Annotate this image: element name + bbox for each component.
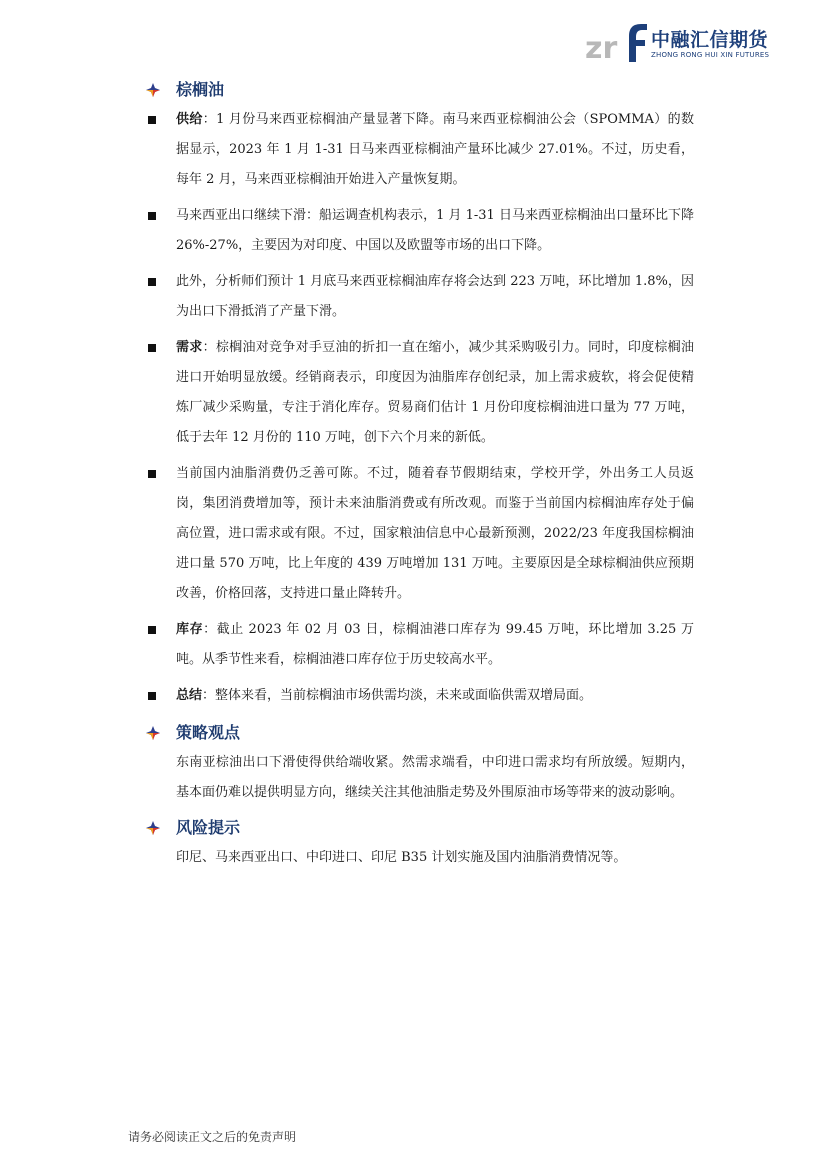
zrf-logo-icon bbox=[585, 20, 649, 64]
bullet-domestic-consumption bbox=[146, 459, 694, 609]
section-risk bbox=[146, 812, 694, 843]
text-demand: ：棕榈油对竞争对手豆油的折扣一直在缩小，减少其采购吸引力。同时，印度棕榈油进口开始明显放缓。经销商表示，印度因为油脂库存创纪录，加上需求疲软，将会促使精炼厂减少采购量，专注于消化库存。贸易商们估计 1 月份印度棕榈油进口量为 77 万吨，低于去年 12 月份的 110 万吨，创下六个月来的新低。 bbox=[176, 340, 694, 445]
company-logo bbox=[585, 20, 775, 64]
bullet-demand bbox=[146, 333, 694, 453]
diamond-marker-icon bbox=[146, 726, 160, 740]
bullet-summary bbox=[146, 681, 694, 711]
section-title-risk: 风险提示 bbox=[176, 818, 241, 837]
footer-disclaimer: 请务必阅读正文之后的免责声明 bbox=[128, 1130, 297, 1144]
section-palm-oil bbox=[146, 74, 694, 105]
square-bullet-icon bbox=[148, 692, 156, 700]
strategy-text: 东南亚棕油出口下滑使得供给端收紧。然需求端看，中印进口需求均有所放缓。短期内，基本面仍难以提供明显方向，继续关注其他油脂走势及外围原油市场等带来的波动影响。 bbox=[176, 755, 694, 800]
svg-text:zr: zr bbox=[585, 31, 618, 64]
label-demand: 需求 bbox=[176, 340, 203, 355]
label-stock: 库存 bbox=[176, 622, 204, 637]
square-bullet-icon bbox=[148, 278, 156, 286]
bullet-stock bbox=[146, 615, 694, 675]
square-bullet-icon bbox=[148, 212, 156, 220]
text-supply: ：1 月份马来西亚棕榈油产量显著下降。南马来西亚棕榈油公会（SPOMMA）的数据显示，2023 年 1 月 1-31 日马来西亚棕榈油产量环比减少 27.01%。不过，历史看，每年 2 月，马来西亚棕榈油开始进入产量恢复期。 bbox=[176, 112, 694, 187]
section-strategy bbox=[146, 717, 694, 748]
risk-text: 印尼、马来西亚出口、中印进口、印尼 B35 计划实施及国内油脂消费情况等。 bbox=[176, 850, 627, 865]
square-bullet-icon bbox=[148, 626, 156, 634]
text-summary: ：整体来看，当前棕榈油市场供需均淡，未来或面临供需双增局面。 bbox=[202, 688, 593, 703]
bullet-export bbox=[146, 201, 694, 261]
bullet-supply bbox=[146, 105, 694, 195]
report-content bbox=[146, 74, 694, 877]
square-bullet-icon bbox=[148, 470, 156, 478]
text-inventory-forecast: 此外，分析师们预计 1 月底马来西亚棕榈油库存将会达到 223 万吨，环比增加 1.8%，因为出口下滑抵消了产量下滑。 bbox=[176, 274, 694, 319]
label-summary: 总结 bbox=[176, 688, 203, 703]
text-domestic-consumption: 当前国内油脂消费仍乏善可陈。不过，随着春节假期结束，学校开学，外出务工人员返岗，集团消费增加等，预计未来油脂消费或有所改观。而鉴于当前国内棕榈油库存处于偏高位置，进口需求或有限。不过，国家粮油信息中心最新预测，2022/23 年度我国棕榈油进口量 570 万吨，比上年度的 439 万吨增加 131 万吨。主要原因是全球棕榈油供应预期改善，价格回落，支持进口量止降转升。 bbox=[176, 466, 694, 601]
section-title-strategy: 策略观点 bbox=[176, 723, 241, 742]
diamond-marker-icon bbox=[146, 821, 160, 835]
section-title-palm: 棕榈油 bbox=[176, 80, 225, 99]
bullet-inventory-forecast bbox=[146, 267, 694, 327]
logo-chinese-name: 中融汇信期货 bbox=[651, 29, 769, 51]
text-stock: ：截止 2023 年 02 月 03 日，棕榈油港口库存为 99.45 万吨，环比增加 3.25 万吨。从季节性来看，棕榈油港口库存位于历史较高水平。 bbox=[176, 622, 694, 667]
square-bullet-icon bbox=[148, 344, 156, 352]
text-export: 马来西亚出口继续下滑：船运调查机构表示，1 月 1-31 日马来西亚棕榈油出口量环比下降 26%-27%，主要因为对印度、中国以及欧盟等市场的出口下降。 bbox=[176, 208, 694, 253]
diamond-marker-icon bbox=[146, 83, 160, 97]
label-supply: 供给 bbox=[176, 112, 203, 127]
square-bullet-icon bbox=[148, 116, 156, 124]
logo-english-name: ZHONG RONG HUI XIN FUTURES bbox=[651, 51, 770, 59]
